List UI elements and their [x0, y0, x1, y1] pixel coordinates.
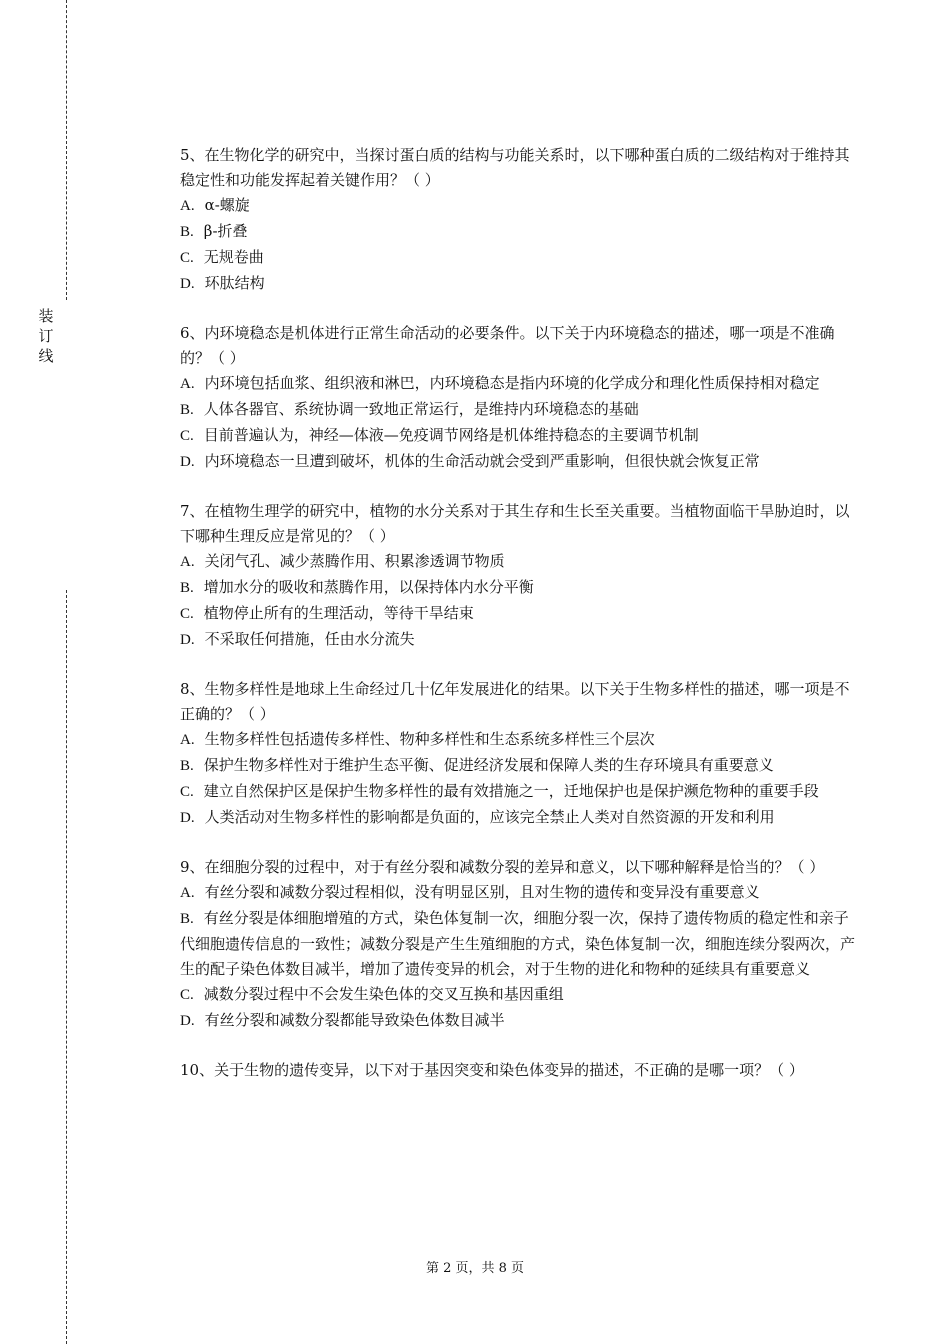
option-text: 植物停止所有的生理活动，等待干旱结束 — [203, 604, 474, 622]
question-9 — [180, 855, 860, 1034]
option-letter: D. — [180, 276, 195, 292]
option-letter: A. — [180, 198, 195, 214]
option-text: 建立自然保护区是保护生物多样性的最有效措施之一，迁地保护也是保护濒危物种的重要手段 — [203, 782, 819, 800]
question-stem: 6、内环境稳态是机体进行正常生命活动的必要条件。以下关于内环境稳态的描述，哪一项是不准确的？（ ） — [180, 324, 835, 367]
option-text: 关闭气孔、减少蒸腾作用、积累渗透调节物质 — [204, 552, 505, 570]
option-d — [180, 271, 860, 297]
option-text: 增加水分的吸收和蒸腾作用，以保持体内水分平衡 — [203, 578, 534, 596]
option-letter: A. — [180, 554, 195, 570]
question-stem: 10、关于生物的遗传变异，以下对于基因突变和染色体变异的描述，不正确的是哪一项？（ ） — [180, 1061, 804, 1079]
option-letter: B. — [180, 224, 194, 240]
option-letter: B. — [180, 758, 194, 774]
option-text: 生物多样性包括遗传多样性、物种多样性和生态系统多样性三个层次 — [204, 730, 655, 748]
question-5 — [180, 143, 860, 297]
option-text: 有丝分裂和减数分裂过程相似，没有明显区别，且对生物的遗传和变异没有重要意义 — [204, 883, 760, 901]
option-a — [180, 880, 860, 906]
question-stem: 5、在生物化学的研究中，当探讨蛋白质的结构与功能关系时，以下哪种蛋白质的二级结构对于维持其稳定性和功能发挥起着关键作用？（ ） — [180, 146, 850, 189]
binding-char: 订 — [38, 327, 54, 345]
binding-char: 线 — [38, 347, 54, 365]
option-a — [180, 193, 860, 219]
option-letter: D. — [180, 454, 195, 470]
option-d — [180, 1008, 860, 1034]
option-text: 有丝分裂和减数分裂都能导致染色体数目减半 — [204, 1011, 505, 1029]
option-text: 减数分裂过程中不会发生染色体的交叉互换和基因重组 — [203, 985, 564, 1003]
option-a — [180, 727, 860, 753]
option-b — [180, 753, 860, 779]
option-b — [180, 397, 860, 423]
option-text: 保护生物多样性对于维护生态平衡、促进经济发展和保障人类的生存环境具有重要意义 — [203, 756, 774, 774]
question-list — [180, 143, 860, 1107]
option-letter: A. — [180, 376, 195, 392]
option-c — [180, 601, 860, 627]
option-letter: D. — [180, 1013, 195, 1029]
binding-dashed-line-top — [66, 0, 67, 300]
option-letter: B. — [180, 580, 194, 596]
option-letter: B. — [180, 911, 194, 927]
question-8 — [180, 677, 860, 831]
option-letter: D. — [180, 810, 195, 826]
question-stem: 7、在植物生理学的研究中，植物的水分关系对于其生存和生长至关重要。当植物面临干旱胁迫时，以下哪种生理反应是常见的？（ ） — [180, 502, 850, 545]
option-b — [180, 906, 860, 982]
option-d — [180, 627, 860, 653]
binding-char: 装 — [38, 307, 54, 325]
option-text: 内环境包括血浆、组织液和淋巴，内环境稳态是指内环境的化学成分和理化性质保持相对稳定 — [204, 374, 820, 392]
option-a — [180, 371, 860, 397]
binding-dashed-line-bottom — [66, 590, 67, 1344]
option-a — [180, 549, 860, 575]
option-d — [180, 805, 860, 831]
option-text: 环肽结构 — [204, 274, 265, 292]
option-letter: C. — [180, 784, 194, 800]
option-b — [180, 575, 860, 601]
question-stem: 9、在细胞分裂的过程中，对于有丝分裂和减数分裂的差异和意义，以下哪种解释是恰当的？（ ） — [180, 858, 825, 876]
option-text: 不采取任何措施，任由水分流失 — [204, 630, 415, 648]
option-b — [180, 219, 860, 245]
option-text: 人类活动对生物多样性的影响都是负面的，应该完全禁止人类对自然资源的开发和利用 — [204, 808, 775, 826]
option-c — [180, 423, 860, 449]
option-text: β-折叠 — [203, 222, 248, 240]
option-c — [180, 779, 860, 805]
option-letter: B. — [180, 402, 194, 418]
option-letter: C. — [180, 250, 194, 266]
option-letter: C. — [180, 987, 194, 1003]
option-letter: A. — [180, 885, 195, 901]
option-text: 有丝分裂是体细胞增殖的方式，染色体复制一次，细胞分裂一次，保持了遗传物质的稳定性和亲子代细胞遗传信息的一致性；减数分裂是产生生殖细胞的方式，染色体复制一次，细胞连续分裂两次，产生的配子染色体数目减半，增加了遗传变异的机会，对于生物的进化和物种的延续具有重要意义 — [180, 909, 856, 978]
option-text: 目前普遍认为，神经—体液—免疫调节网络是机体维持稳态的主要调节机制 — [203, 426, 699, 444]
option-letter: C. — [180, 606, 194, 622]
question-6 — [180, 321, 860, 475]
option-text: 无规卷曲 — [203, 248, 264, 266]
page-number: 第 2 页，共 8 页 — [425, 1261, 525, 1276]
option-text: 内环境稳态一旦遭到破坏，机体的生命活动就会受到严重影响，但很快就会恢复正常 — [204, 452, 760, 470]
option-c — [180, 245, 860, 271]
option-c — [180, 982, 860, 1008]
option-letter: A. — [180, 732, 195, 748]
option-text: 人体各器官、系统协调一致地正常运行，是维持内环境稳态的基础 — [203, 400, 639, 418]
question-stem: 8、生物多样性是地球上生命经过几十亿年发展进化的结果。以下关于生物多样性的描述，哪一项是不正确的？（ ） — [180, 680, 850, 723]
option-text: α-螺旋 — [204, 196, 250, 214]
binding-label — [38, 306, 54, 366]
question-7 — [180, 499, 860, 653]
option-d — [180, 449, 860, 475]
option-letter: D. — [180, 632, 195, 648]
question-10 — [180, 1058, 860, 1083]
option-letter: C. — [180, 428, 194, 444]
